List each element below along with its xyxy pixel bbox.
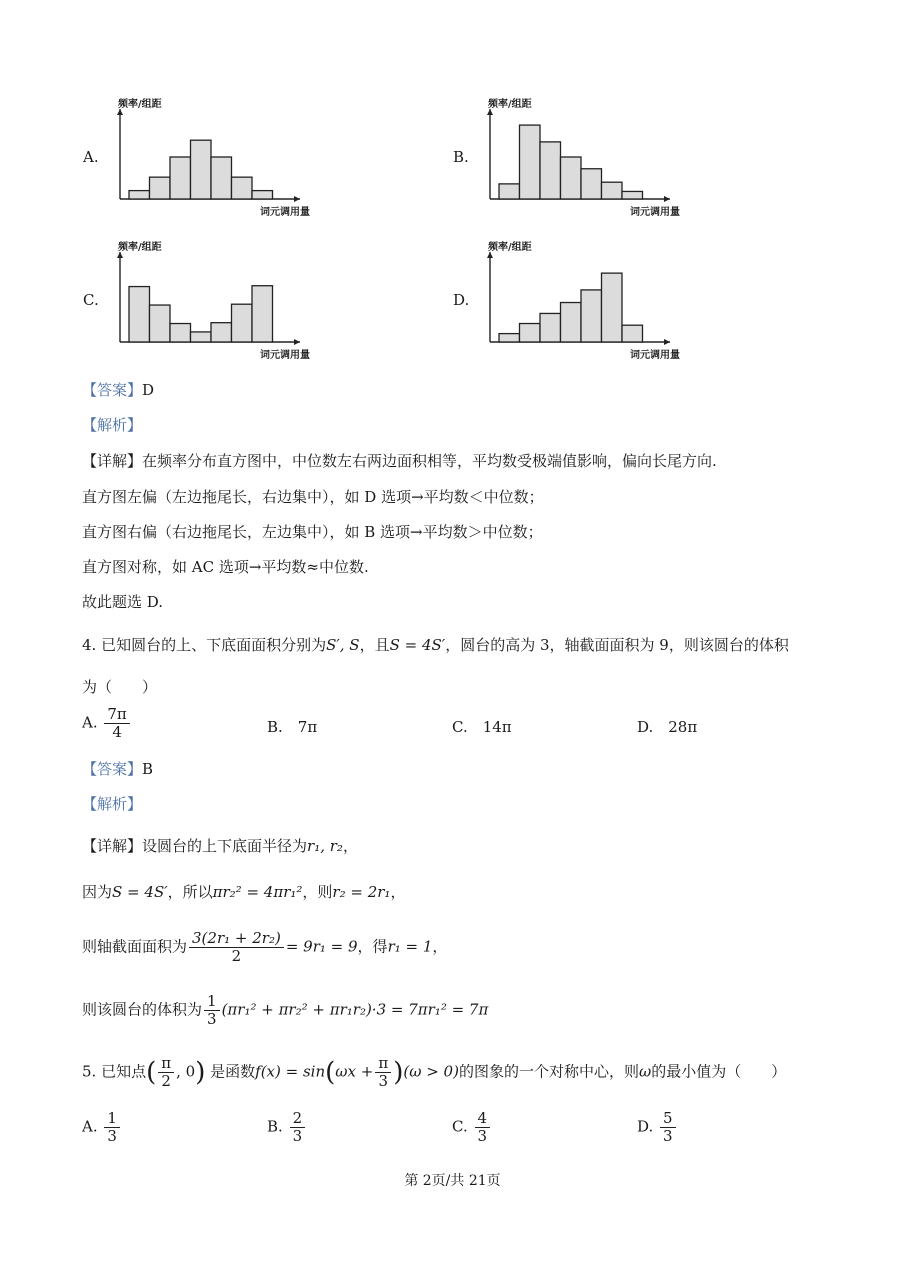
q5-option-b-label: B. <box>267 1117 283 1136</box>
q4-line-3-den: 2 <box>231 947 242 965</box>
q5-stem-b: 是函数 <box>210 1062 256 1081</box>
q5-option-d-num: 5 <box>660 1110 676 1128</box>
x-axis-label: 词元调用量 <box>630 207 680 218</box>
q4-line-3c: ，得 <box>357 937 388 956</box>
histogram-bar <box>622 191 643 199</box>
option-b-label: B. <box>453 148 469 166</box>
q5-stem-c: 的图象的一个对称中心，则 <box>458 1062 639 1081</box>
page-footer: 第 2页/共 21页 <box>404 1173 501 1189</box>
histogram-bar <box>129 191 150 199</box>
histogram-bar <box>540 142 561 199</box>
q4-detail-line-1 <box>82 836 358 856</box>
x-axis-arrow-icon <box>664 196 670 202</box>
q5-stem-a: 5. 已知点 <box>82 1062 147 1081</box>
q3-detail-3: 直方图右偏（右边拖尾长，左边集中），如 B 选项→平均数＞中位数； <box>82 523 543 541</box>
q4-option-b: B. 7π <box>267 718 318 736</box>
option-a-label: A. <box>83 148 99 166</box>
q5-func-a: f(x) = sin <box>255 1062 326 1081</box>
q4-line-2f: r₂ = 2r₁ <box>332 883 391 901</box>
q5-point-den: 2 <box>161 1072 171 1090</box>
histogram-bar <box>191 332 212 342</box>
q4-line-3e: ， <box>432 937 448 956</box>
histogram-bar <box>622 325 643 342</box>
q5-option-b-num: 2 <box>290 1110 306 1128</box>
histogram-bar <box>561 303 582 342</box>
histogram-bar <box>129 287 150 342</box>
x-axis-label: 词元调用量 <box>260 207 310 218</box>
q5-option-c-label: C. <box>452 1117 468 1136</box>
q5-func-b: ωx + <box>335 1062 374 1081</box>
q4-detail-line-3 <box>82 930 447 965</box>
histogram-bar <box>581 169 602 199</box>
q5-option-a-frac <box>104 1110 120 1145</box>
histogram-d <box>480 238 710 363</box>
left-paren: ( <box>146 1057 157 1088</box>
histogram-bar <box>520 125 541 199</box>
option-c-label: C. <box>83 291 99 309</box>
histogram-bar <box>561 157 582 199</box>
q4-line-3d: r₁ = 1 <box>387 937 433 956</box>
y-axis-label: 频率/组距 <box>118 99 162 110</box>
x-axis-arrow-icon <box>294 339 300 345</box>
q4-stem-1b: S′, S <box>326 636 360 654</box>
q4-line-2c: ，所以 <box>167 883 213 901</box>
histogram-bar <box>170 324 191 342</box>
histogram-bar <box>170 157 191 199</box>
histogram-bar <box>499 184 520 199</box>
q5-option-b <box>267 1110 307 1145</box>
q5-stem <box>82 1055 786 1090</box>
y-axis-label: 频率/组距 <box>118 242 162 253</box>
q5-option-d-label: D. <box>637 1117 654 1136</box>
q4-line-1c: ， <box>342 837 358 855</box>
q4-line-3b: = 9r₁ = 9 <box>285 937 358 956</box>
q5-option-a <box>82 1110 122 1145</box>
q4-stem-1c: ，且 <box>359 636 390 654</box>
q4-option-a-label: A. <box>82 713 98 732</box>
q4-option-a-num: 7π <box>104 706 129 724</box>
q4-option-d: D. 28π <box>637 718 698 736</box>
right-paren: ) <box>195 1057 206 1088</box>
q4-answer-line <box>82 759 153 779</box>
left-paren: ( <box>325 1057 336 1088</box>
q5-option-d-den: 3 <box>663 1127 673 1145</box>
q4-line-4-den: 3 <box>207 1010 217 1028</box>
histogram-bar <box>191 140 212 199</box>
q5-option-c-frac <box>475 1110 491 1145</box>
answer-tag: 【答案】 <box>82 381 143 399</box>
q5-stem-d: 的最小值为（ ） <box>651 1062 787 1081</box>
q4-detail-line-4 <box>82 993 488 1028</box>
histogram-bar <box>581 290 602 342</box>
histogram-bar <box>602 273 623 342</box>
x-axis-label: 词元调用量 <box>260 350 310 361</box>
histogram-bar <box>252 191 273 199</box>
q5-option-c-den: 3 <box>477 1127 488 1145</box>
q3-answer: D <box>142 381 155 399</box>
q4-line-3a: 则轴截面面积为 <box>82 937 188 956</box>
q4-option-a-frac <box>104 706 129 741</box>
q3-detail-2: 直方图左偏（左边拖尾长，右边集中），如 D 选项→平均数＜中位数； <box>82 488 544 506</box>
y-axis-label: 频率/组距 <box>488 242 532 253</box>
histogram-bar <box>150 177 171 199</box>
histogram-bar <box>232 304 253 342</box>
histogram-bar <box>150 305 171 342</box>
q5-option-c <box>452 1110 492 1145</box>
q4-answer: B <box>142 760 154 778</box>
q5-option-a-label: A. <box>82 1117 98 1136</box>
q4-option-a <box>82 706 132 741</box>
q4-line-4a: 则该圆台的体积为 <box>82 1000 203 1019</box>
q5-point-frac <box>158 1055 174 1090</box>
q5-func-frac <box>375 1055 391 1090</box>
detail-tag: 【详解】 <box>82 837 143 855</box>
histogram-a <box>110 95 340 220</box>
q4-line-2a: 因为 <box>82 883 113 901</box>
histogram-b <box>480 95 710 220</box>
q3-detail-1-text: 在频率分布直方图中，中位数左右两边面积相等，平均数受极端值影响，偏向长尾方向. <box>142 452 717 470</box>
q4-stem-1a: 4. 已知圆台的上、下底面面积分别为 <box>82 636 327 654</box>
q4-line-3-frac <box>189 930 284 965</box>
histogram-c <box>110 238 340 363</box>
histogram-bar <box>540 313 561 342</box>
q5-point-rest: , 0 <box>176 1062 196 1081</box>
q4-stem-line-2: 为（ ） <box>82 678 158 696</box>
q4-detail-line-2 <box>82 882 405 902</box>
q4-line-4-num: 1 <box>204 993 220 1011</box>
q4-line-4b: (πr₁² + πr₂² + πr₁r₂)·3 = 7πr₁² = 7π <box>221 1000 489 1019</box>
q5-func-num: π <box>375 1055 391 1073</box>
q5-func-den: 3 <box>378 1072 389 1090</box>
x-axis-label: 词元调用量 <box>630 350 680 361</box>
x-axis-arrow-icon <box>294 196 300 202</box>
histogram-bar <box>602 182 623 199</box>
q4-stem-1d: S = 4S′ <box>389 636 446 654</box>
q5-option-b-den: 3 <box>292 1127 303 1145</box>
q5-omega: ω <box>638 1062 652 1081</box>
q5-option-a-den: 3 <box>107 1127 117 1145</box>
q5-option-d-frac <box>660 1110 676 1145</box>
q4-line-3-num: 3(2r₁ + 2r₂) <box>189 930 284 948</box>
q4-line-1a: 设圆台的上下底面半径为 <box>142 837 308 855</box>
histogram-bar <box>499 334 520 342</box>
histogram-bar <box>520 324 541 342</box>
q5-func-c: (ω > 0) <box>403 1062 459 1081</box>
x-axis-arrow-icon <box>664 339 670 345</box>
histogram-bar <box>211 157 232 199</box>
q4-line-2b: S = 4S′ <box>112 883 168 901</box>
q4-line-2e: ，则 <box>302 883 333 901</box>
y-axis-label: 频率/组距 <box>488 99 532 110</box>
histogram-bar <box>211 323 232 342</box>
q3-detail-1 <box>82 451 717 471</box>
q4-option-a-den: 4 <box>112 723 122 741</box>
q5-point-num: π <box>158 1055 174 1073</box>
q5-option-a-num: 1 <box>104 1110 120 1128</box>
q4-stem-1e: ，圆台的高为 3，轴截面面积为 9，则该圆台的体积 <box>445 636 789 654</box>
q3-detail-4: 直方图对称，如 AC 选项→平均数≈中位数. <box>82 558 369 576</box>
q5-option-c-num: 4 <box>475 1110 491 1128</box>
right-paren: ) <box>393 1057 404 1088</box>
detail-tag: 【详解】 <box>82 452 143 470</box>
q4-line-2d: πr₂² = 4πr₁² <box>212 883 303 901</box>
answer-tag: 【答案】 <box>82 760 143 778</box>
q5-option-d <box>637 1110 678 1145</box>
q4-stem-line-1 <box>82 635 789 655</box>
q3-detail-5: 故此题选 D. <box>82 593 164 611</box>
q3-analysis-tag: 【解析】 <box>82 416 143 434</box>
q3-answer-line <box>82 380 154 400</box>
q4-line-1b: r₁, r₂ <box>307 837 343 855</box>
q4-line-4-frac <box>204 993 220 1028</box>
option-d-label: D. <box>453 291 470 309</box>
q4-line-2g: ， <box>390 883 406 901</box>
q5-option-b-frac <box>290 1110 306 1145</box>
histogram-bar <box>252 286 273 342</box>
histogram-bar <box>232 177 253 199</box>
q4-analysis-tag: 【解析】 <box>82 795 143 813</box>
q4-option-c: C. 14π <box>452 718 512 736</box>
